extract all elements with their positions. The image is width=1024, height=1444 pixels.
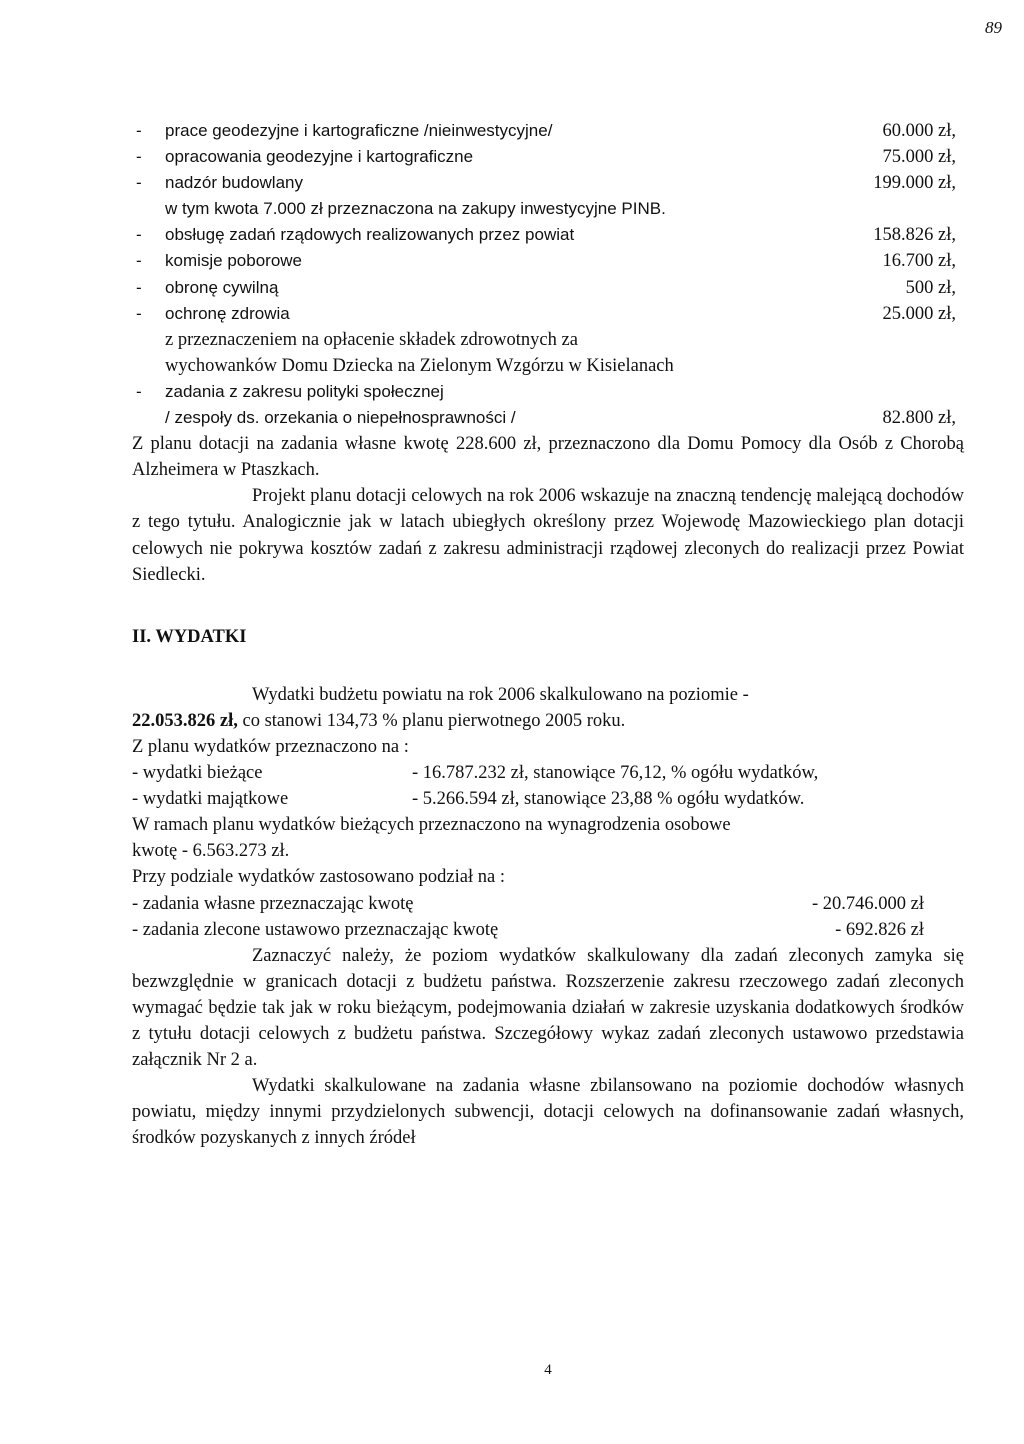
list-item-label: zadania z zakresu polityki społecznej: [165, 381, 444, 401]
list-item-sublabel: / zespoły ds. orzekania o niepełnosprawności /: [165, 408, 516, 428]
list-item-label: komisje poborowe: [165, 251, 303, 271]
list-item-label: opracowania geodezyjne i kartograficzne: [165, 147, 474, 167]
list-item-amount: 82.800 zł,: [882, 408, 956, 429]
table-row: [132, 917, 964, 943]
table-cell-value: - 20.746.000 zł: [811, 893, 924, 914]
list-item-label: obronę cywilną: [165, 277, 279, 297]
total-amount: 22.053.826 zł,: [132, 710, 238, 731]
list-item: - obsługę zadań rządowych realizowanych przez powiat 158.826 zł,: [132, 222, 964, 248]
list-item-label: ochronę zdrowia: [165, 303, 290, 323]
list-item: - ochronę zdrowia 25.000 zł,: [132, 301, 964, 327]
list-item: - komisje poborowe 16.700 zł,: [132, 248, 964, 274]
list-item-amount: 75.000 zł,: [882, 147, 956, 168]
paragraph: Wydatki skalkulowane na zadania własne zbilansowano na poziomie dochodów własnych powiatu, między innymi przydzielonych subwencji, dotacji celowych na dofinansowanie zadań własnych, środków pozyskanych z innych źródeł: [132, 1076, 964, 1149]
list-item-amount: 158.826 zł,: [873, 225, 956, 246]
list-item: - nadzór budowlany 199.000 zł,: [132, 170, 964, 196]
list-item-amount: 199.000 zł,: [873, 173, 956, 194]
list-item-label: nadzór budowlany: [165, 173, 303, 193]
paragraph: Z planu dotacji na zadania własne kwotę 228.600 zł, przeznaczono dla Domu Pomocy dla Osób z Chorobą Alzheimera w Ptaszkach.: [132, 434, 964, 481]
list-item-amount: 16.700 zł,: [882, 251, 956, 272]
table-cell-value: - 5.266.594 zł, stanowiące 23,88 % ogółu wydatków.: [412, 789, 805, 810]
list-item-amount: 60.000 zł,: [882, 121, 956, 141]
table-row: [132, 786, 964, 812]
split-label: Przy podziale wydatków zastosowano podział na :: [132, 867, 505, 888]
page-mark: 89: [985, 18, 1002, 37]
plan-label: Z planu wydatków przeznaczono na :: [132, 736, 409, 757]
expenses-intro-rest: co stanowi 134,73 % planu pierwotnego 2005 roku.: [237, 710, 626, 731]
list-item: - zadania z zakresu polityki społecznej: [136, 381, 444, 401]
table-cell-label: - wydatki bieżące: [132, 763, 263, 784]
list-item: - opracowania geodezyjne i kartograficzne 75.000 zł,: [132, 144, 964, 170]
table-cell-value: - 16.787.232 zł, stanowiące 76,12, % ogółu wydatków,: [412, 763, 819, 784]
list-item: - prace geodezyjne i kartograficzne /nieinwestycyjne/ 60.000 zł,: [132, 118, 964, 144]
health-note-line: wychowanków Domu Dziecka na Zielonym Wzgórzu w Kisielanach: [165, 355, 674, 376]
table-cell-label: - wydatki majątkowe: [132, 789, 289, 810]
expenses-intro-line: [132, 708, 964, 734]
paragraph: Zaznaczyć należy, że poziom wydatków skalkulowany dla zadań zleconych zamyka się bezwzględnie w granicach dotacji z budżetu państwa. Rozszerzenie zakresu rzeczowego zadań zleconych wymagać będzie tak jak w roku bieżącym, podejmowania działań w zakresie uzyskania dodatkowych środków z tytułu dotacji celowych z budżetu państwa. Szczegółowy wykaz zadań zleconych ustawowo przedstawia załącznik Nr 2 a.: [132, 945, 964, 1071]
list-item-amount: 500 zł,: [905, 277, 956, 298]
list-item-label: prace geodezyjne i kartograficzne /nieinwestycyjne/: [165, 121, 553, 140]
page-number: 4: [544, 1362, 552, 1378]
section-heading: II. WYDATKI: [132, 626, 247, 647]
document-body: [132, 118, 964, 1151]
table-row: [132, 760, 964, 786]
table-cell-label: - zadania zlecone ustawowo przeznaczając kwotę: [132, 919, 499, 940]
salary-line: W ramach planu wydatków bieżących przeznaczono na wynagrodzenia osobowe: [132, 815, 731, 836]
list-item-amount: 25.000 zł,: [882, 303, 956, 324]
pinb-note: w tym kwota 7.000 zł przeznaczona na zakupy inwestycyjne PINB.: [165, 199, 666, 219]
table-cell-label: - zadania własne przeznaczając kwotę: [132, 893, 414, 914]
list-item: [132, 405, 964, 431]
paragraph: Projekt planu dotacji celowych na rok 2006 wskazuje na znaczną tendencję malejącą dochodów z tego tytułu. Analogicznie jak w latach ubiegłych określony przez Wojewodę Mazowieckiego plan dotacji celowych nie pokrywa kosztów zadań z zakresu administracji rządowej zleconych do realizacji przez Powiat Siedlecki.: [132, 486, 964, 585]
health-note-line: z przeznaczeniem na opłacenie składek zdrowotnych za: [165, 329, 578, 350]
table-cell-value: - 692.826 zł: [835, 919, 924, 940]
list-item-label: obsługę zadań rządowych realizowanych przez powiat: [165, 225, 575, 245]
list-item: - obronę cywilną 500 zł,: [132, 275, 964, 301]
expenses-intro-line: Wydatki budżetu powiatu na rok 2006 skalkulowano na poziomie -: [252, 684, 749, 705]
table-row: [132, 891, 964, 917]
salary-line: kwotę - 6.563.273 zł.: [132, 841, 290, 862]
